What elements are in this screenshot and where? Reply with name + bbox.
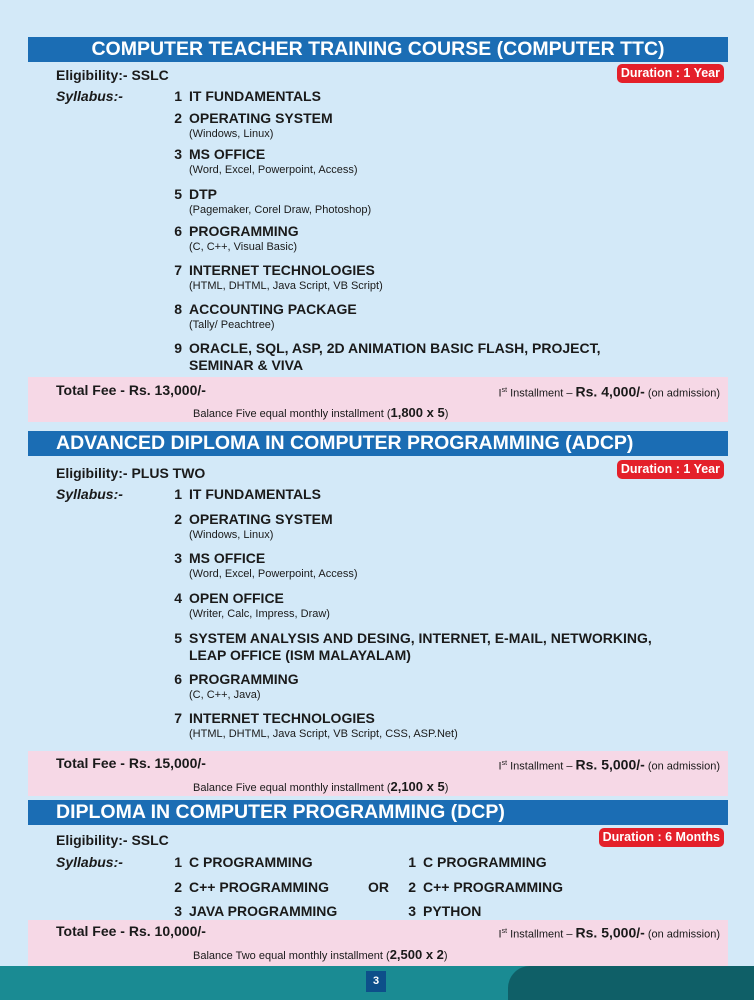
section-2-total-fee: Total Fee - Rs. 15,000/- — [56, 755, 206, 771]
footer-accent — [508, 966, 754, 1000]
s3-col-a-item-1-title: C PROGRAMMING — [189, 854, 313, 870]
section-2-title: ADVANCED DIPLOMA IN COMPUTER PROGRAMMING (ADCP) — [28, 431, 728, 456]
s2-item-4-title: OPEN OFFICE — [189, 590, 284, 606]
s3-col-b-item-3-num: 3 — [408, 903, 416, 919]
s3-col-b-item-1-num: 1 — [408, 854, 416, 870]
section-3-first-installment: Ist Installment – Rs. 5,000/- (on admission) — [498, 924, 720, 941]
s2-item-1-num: 1 — [174, 486, 182, 502]
section-2-balance-installment: Balance Five equal monthly installment (2,100 x 5) — [193, 779, 449, 794]
s1-item-1-title: IT FUNDAMENTALS — [189, 88, 321, 104]
s2-item-3-title: MS OFFICE — [189, 550, 266, 566]
section-1-fee-band — [28, 377, 728, 422]
s1-item-7-num: 7 — [174, 262, 182, 278]
s3-col-a-item-2-title: C++ PROGRAMMING — [189, 879, 330, 895]
section-1-title: COMPUTER TEACHER TRAINING COURSE (COMPUTER TTC) — [28, 37, 728, 62]
section-1-duration-badge: Duration : 1 Year — [617, 64, 724, 83]
page-number: 3 — [366, 971, 386, 992]
section-2-eligibility: Eligibility:- PLUS TWO — [56, 465, 206, 481]
s1-item-6-title: PROGRAMMING — [189, 223, 299, 239]
s1-item-7-sub: (HTML, DHTML, Java Script, VB Script) — [189, 280, 383, 292]
s1-item-9-title: ORACLE, SQL, ASP, 2D ANIMATION BASIC FLASH, PROJECT, — [189, 340, 601, 356]
s1-item-5-title: DTP — [189, 186, 217, 202]
s2-item-5-title: SYSTEM ANALYSIS AND DESING, INTERNET, E-MAIL, NETWORKING, — [189, 630, 652, 646]
s2-item-7-title: INTERNET TECHNOLOGIES — [189, 710, 375, 726]
s1-item-6-sub: (C, C++, Visual Basic) — [189, 241, 298, 253]
section-1-total-fee: Total Fee - Rs. 13,000/- — [56, 382, 206, 398]
s1-item-8-sub: (Tally/ Peachtree) — [189, 319, 275, 331]
section-2-syllabus-label: Syllabus:- — [56, 486, 123, 502]
s3-col-a-item-2-num: 2 — [174, 879, 182, 895]
s1-item-3-title: MS OFFICE — [189, 146, 266, 162]
s1-item-2-num: 2 — [174, 110, 182, 126]
s2-item-4-num: 4 — [174, 590, 182, 606]
section-3-eligibility: Eligibility:- SSLC — [56, 832, 169, 848]
section-1-balance-installment: Balance Five equal monthly installment (1,800 x 5) — [193, 405, 449, 420]
s1-item-2-sub: (Windows, Linux) — [189, 128, 274, 140]
section-3-fee-band — [28, 920, 728, 966]
s3-col-a-item-1-num: 1 — [174, 854, 182, 870]
s2-item-2-num: 2 — [174, 511, 182, 527]
s3-col-b-item-1-title: C PROGRAMMING — [423, 854, 547, 870]
s1-item-9-title-line2: SEMINAR & VIVA — [189, 357, 304, 373]
s2-item-4-sub: (Writer, Calc, Impress, Draw) — [189, 608, 330, 620]
section-1-syllabus-label: Syllabus:- — [56, 88, 123, 104]
s3-col-b-item-2-title: C++ PROGRAMMING — [423, 879, 564, 895]
section-3-total-fee: Total Fee - Rs. 10,000/- — [56, 923, 206, 939]
s2-item-6-title: PROGRAMMING — [189, 671, 299, 687]
s1-item-9-num: 9 — [174, 340, 182, 356]
section-1-eligibility: Eligibility:- SSLC — [56, 67, 169, 83]
s1-item-2-title: OPERATING SYSTEM — [189, 110, 333, 126]
s1-item-8-num: 8 — [174, 301, 182, 317]
s3-col-b-item-3-title: PYTHON — [423, 903, 482, 919]
s1-item-5-num: 5 — [174, 186, 182, 202]
s2-item-7-num: 7 — [174, 710, 182, 726]
s1-item-6-num: 6 — [174, 223, 182, 239]
s3-col-b-item-2-num: 2 — [408, 879, 416, 895]
section-3-duration-badge: Duration : 6 Months — [599, 828, 724, 847]
s2-item-6-num: 6 — [174, 671, 182, 687]
s1-item-3-sub: (Word, Excel, Powerpoint, Access) — [189, 164, 358, 176]
s1-item-5-sub: (Pagemaker, Corel Draw, Photoshop) — [189, 204, 372, 216]
s1-item-8-title: ACCOUNTING PACKAGE — [189, 301, 357, 317]
section-3-balance-installment: Balance Two equal monthly installment (2,500 x 2) — [193, 947, 448, 962]
s2-item-2-title: OPERATING SYSTEM — [189, 511, 333, 527]
s2-item-1-title: IT FUNDAMENTALS — [189, 486, 321, 502]
s2-item-2-sub: (Windows, Linux) — [189, 529, 274, 541]
s2-item-7-sub: (HTML, DHTML, Java Script, VB Script, CSS, ASP.Net) — [189, 728, 458, 740]
s1-item-3-num: 3 — [174, 146, 182, 162]
section-3-title: DIPLOMA IN COMPUTER PROGRAMMING (DCP) — [28, 800, 728, 825]
section-2-duration-badge: Duration : 1 Year — [617, 460, 724, 479]
s1-item-1-num: 1 — [174, 88, 182, 104]
s3-col-a-item-3-num: 3 — [174, 903, 182, 919]
section-2-first-installment: Ist Installment – Rs. 5,000/- (on admission) — [498, 756, 720, 773]
s1-item-7-title: INTERNET TECHNOLOGIES — [189, 262, 375, 278]
section-3-syllabus-label: Syllabus:- — [56, 854, 123, 870]
s3-or-label: OR — [368, 879, 389, 895]
s3-col-a-item-3-title: JAVA PROGRAMMING — [189, 903, 338, 919]
s2-item-6-sub: (C, C++, Java) — [189, 689, 261, 701]
s2-item-3-num: 3 — [174, 550, 182, 566]
s2-item-3-sub: (Word, Excel, Powerpoint, Access) — [189, 568, 358, 580]
s2-item-5-title-line2: LEAP OFFICE (ISM MALAYALAM) — [189, 647, 411, 663]
s2-item-5-num: 5 — [174, 630, 182, 646]
section-1-first-installment: Ist Installment – Rs. 4,000/- (on admission) — [498, 383, 720, 400]
section-2-fee-band — [28, 751, 728, 796]
